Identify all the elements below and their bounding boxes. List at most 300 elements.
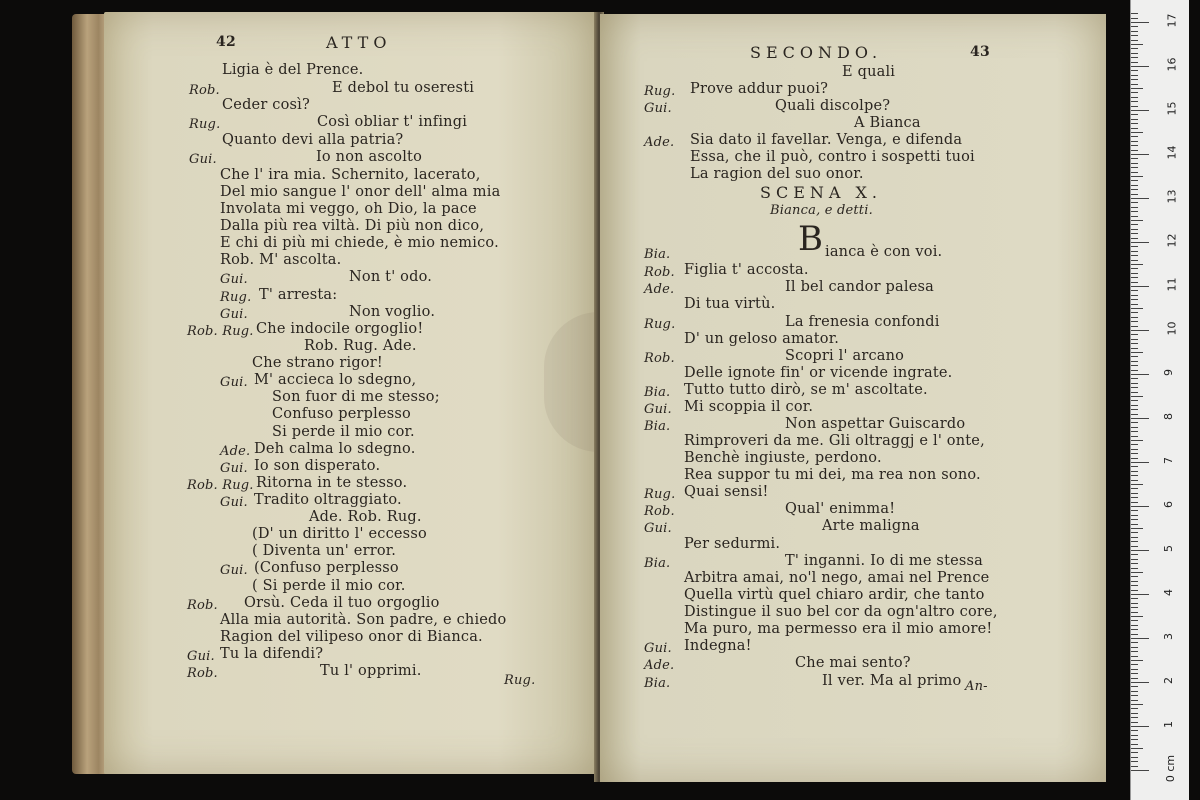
ruler-tick bbox=[1131, 634, 1138, 635]
ruler-tick bbox=[1131, 277, 1138, 278]
ruler-tick bbox=[1131, 554, 1138, 555]
ruler-tick bbox=[1131, 524, 1138, 525]
ruler-tick bbox=[1131, 581, 1138, 582]
speaker-label: Rug. bbox=[220, 290, 252, 305]
ruler-tick bbox=[1131, 132, 1143, 133]
ruler-tick bbox=[1131, 748, 1143, 749]
ruler-tick bbox=[1131, 669, 1138, 670]
ruler-tick bbox=[1131, 537, 1138, 538]
ruler-tick bbox=[1131, 150, 1138, 151]
verse-line: Di tua virtù. bbox=[684, 296, 776, 312]
ruler-tick bbox=[1131, 286, 1149, 287]
ruler-tick bbox=[1131, 185, 1138, 186]
verse-line: La frenesia confondi bbox=[785, 314, 940, 330]
ruler-tick bbox=[1131, 550, 1149, 551]
ruler-tick bbox=[1131, 246, 1138, 247]
verse-line: Involata mi veggo, oh Dio, la pace bbox=[220, 201, 477, 217]
verse-line: Essa, che il può, contro i sospetti tuoi bbox=[690, 149, 975, 165]
verse-line: E quali bbox=[842, 64, 896, 80]
ruler-tick bbox=[1131, 40, 1138, 41]
ruler-number: 0 cm bbox=[1164, 754, 1178, 783]
verse-line: Quella virtù quel chiaro ardir, che tanto bbox=[684, 587, 985, 603]
verse-line: Che strano rigor! bbox=[252, 355, 383, 371]
ruler-tick bbox=[1131, 18, 1138, 19]
ruler-number: 9 bbox=[1162, 369, 1175, 376]
verse-line: Ragion del vilipeso onor di Bianca. bbox=[220, 629, 483, 645]
speaker-label: Gui. bbox=[187, 649, 215, 664]
catchword: An- bbox=[965, 679, 988, 694]
ruler-tick bbox=[1131, 647, 1138, 648]
verse-line: E chi di più mi chiede, è mio nemico. bbox=[220, 235, 499, 251]
verse-line: Tu l' opprimi. bbox=[320, 663, 422, 679]
ruler-tick bbox=[1131, 480, 1138, 481]
ruler-tick bbox=[1131, 145, 1138, 146]
ruler-tick bbox=[1131, 453, 1138, 454]
ruler-tick bbox=[1131, 700, 1138, 701]
ruler-number: 14 bbox=[1165, 145, 1179, 160]
ruler-tick bbox=[1131, 295, 1138, 296]
ruler-tick bbox=[1131, 620, 1138, 621]
verse-line: Ade. Rob. Rug. bbox=[309, 509, 422, 525]
verse-line: Dalla più rea viltà. Di più non dico, bbox=[220, 218, 485, 234]
ruler-tick bbox=[1131, 405, 1138, 406]
ruler-tick bbox=[1131, 365, 1138, 366]
ruler-tick bbox=[1131, 735, 1138, 736]
ruler-tick bbox=[1131, 101, 1138, 102]
ruler-tick bbox=[1131, 312, 1138, 313]
ruler-tick bbox=[1131, 528, 1143, 529]
ruler-tick bbox=[1131, 176, 1143, 177]
ruler-tick bbox=[1131, 471, 1138, 472]
ruler-tick bbox=[1131, 172, 1138, 173]
ruler-tick bbox=[1131, 348, 1138, 349]
ruler-tick bbox=[1131, 752, 1138, 753]
speaker-label: Ade. bbox=[220, 444, 251, 459]
ruler-tick bbox=[1131, 466, 1138, 467]
ruler-tick bbox=[1131, 211, 1138, 212]
ruler-tick bbox=[1131, 70, 1138, 71]
ruler-tick bbox=[1131, 128, 1138, 129]
ruler-tick bbox=[1131, 660, 1143, 661]
ruler-tick bbox=[1131, 97, 1138, 98]
ruler-tick bbox=[1131, 427, 1138, 428]
speaker-label: Rob. bbox=[189, 83, 220, 98]
ruler-tick bbox=[1131, 378, 1138, 379]
ruler-tick bbox=[1131, 26, 1138, 27]
verse-line: Che l' ira mia. Schernito, lacerato, bbox=[220, 167, 481, 183]
ruler-tick bbox=[1131, 730, 1138, 731]
verse-line: Non t' odo. bbox=[349, 269, 433, 285]
ruler-tick bbox=[1131, 458, 1138, 459]
speaker-label: Gui. bbox=[220, 495, 248, 510]
verse-line: Io son disperato. bbox=[254, 458, 381, 474]
ruler-tick bbox=[1131, 88, 1143, 89]
ruler-tick bbox=[1131, 299, 1138, 300]
ruler-tick bbox=[1131, 334, 1138, 335]
verse-line: Io non ascolto bbox=[316, 149, 423, 165]
page-number: 43 bbox=[970, 44, 990, 60]
verse-line: Non aspettar Guiscardo bbox=[785, 416, 966, 432]
ruler-tick bbox=[1131, 123, 1138, 124]
verse-line: Qual' enimma! bbox=[785, 501, 896, 517]
ruler-tick bbox=[1131, 673, 1138, 674]
ruler-tick bbox=[1131, 154, 1149, 155]
ruler-tick bbox=[1131, 321, 1138, 322]
speaker-label: Gui. bbox=[189, 152, 217, 167]
ruler-tick bbox=[1131, 189, 1138, 190]
ruler-tick bbox=[1131, 576, 1138, 577]
ruler-tick bbox=[1131, 35, 1138, 36]
verse-line: Tutto tutto dirò, se m' ascoltate. bbox=[684, 382, 928, 398]
ruler-tick bbox=[1131, 31, 1138, 32]
ruler-number: 11 bbox=[1165, 277, 1179, 292]
speaker-label: Gui. bbox=[220, 461, 248, 476]
verse-line: Tradito oltraggiato. bbox=[254, 492, 402, 508]
ruler-tick bbox=[1131, 744, 1138, 745]
verse-line: Rea suppor tu mi dei, ma rea non sono. bbox=[684, 467, 981, 483]
ruler-tick bbox=[1131, 44, 1143, 45]
ruler-tick bbox=[1131, 449, 1138, 450]
ruler-tick bbox=[1131, 114, 1138, 115]
ruler-tick bbox=[1131, 766, 1138, 767]
verse-line: Rimproveri da me. Gli oltraggj e l' onte, bbox=[684, 433, 985, 449]
ruler-number: 1 bbox=[1162, 721, 1175, 728]
ruler-number: 8 bbox=[1162, 413, 1175, 420]
verse-line: E debol tu oseresti bbox=[332, 80, 475, 96]
ruler-tick bbox=[1131, 255, 1138, 256]
catchword: Rug. bbox=[504, 673, 536, 688]
ruler-number: 13 bbox=[1165, 189, 1179, 204]
speaker-label: Rob. bbox=[187, 598, 218, 613]
verse-line: Che mai sento? bbox=[795, 655, 911, 671]
ruler-tick bbox=[1131, 695, 1138, 696]
ruler-tick bbox=[1131, 356, 1138, 357]
ruler-tick bbox=[1131, 559, 1138, 560]
speaker-label: Rob. bbox=[644, 351, 675, 366]
ruler-tick bbox=[1131, 770, 1149, 771]
ruler-tick bbox=[1131, 532, 1138, 533]
ruler-tick bbox=[1131, 444, 1138, 445]
ruler-tick bbox=[1131, 414, 1138, 415]
ruler-tick bbox=[1131, 110, 1149, 111]
ruler-tick bbox=[1131, 22, 1149, 23]
verse-line: M' accieca lo sdegno, bbox=[254, 372, 417, 388]
ruler-tick bbox=[1131, 664, 1138, 665]
left-page bbox=[104, 12, 596, 774]
ruler-tick bbox=[1131, 691, 1138, 692]
ruler-tick bbox=[1131, 506, 1149, 507]
verse-line: Rob. M' ascolta. bbox=[220, 252, 342, 268]
ruler-tick bbox=[1131, 264, 1143, 265]
ruler-tick bbox=[1131, 106, 1138, 107]
ruler-tick bbox=[1131, 722, 1138, 723]
ruler-tick bbox=[1131, 761, 1138, 762]
verse-line: Benchè ingiuste, perdono. bbox=[684, 450, 882, 466]
ruler-tick bbox=[1131, 638, 1149, 639]
ruler-tick bbox=[1131, 224, 1138, 225]
speaker-label: Rug. bbox=[644, 84, 676, 99]
ruler-tick bbox=[1131, 590, 1138, 591]
ruler-tick bbox=[1131, 739, 1138, 740]
scene-title: SCENA X. bbox=[760, 183, 882, 202]
verse-line: Per sedurmi. bbox=[684, 536, 781, 552]
ruler-tick bbox=[1131, 387, 1138, 388]
ruler-number: 7 bbox=[1162, 457, 1175, 464]
ruler-tick bbox=[1131, 603, 1138, 604]
ruler-tick bbox=[1131, 493, 1138, 494]
speaker-label: Ade. bbox=[644, 658, 675, 673]
verse-line: Son fuor di me stesso; bbox=[272, 389, 440, 405]
ruler-tick bbox=[1131, 383, 1138, 384]
speaker-label: Gui. bbox=[644, 521, 672, 536]
ruler-tick bbox=[1131, 268, 1138, 269]
verse-line: Così obliar t' infingi bbox=[317, 114, 468, 130]
ruler-tick bbox=[1131, 53, 1138, 54]
ruler-tick bbox=[1131, 238, 1138, 239]
ruler-tick bbox=[1131, 541, 1138, 542]
verse-line: Quai sensi! bbox=[684, 484, 769, 500]
ruler-tick bbox=[1131, 594, 1149, 595]
ruler-tick bbox=[1131, 48, 1138, 49]
ruler-tick bbox=[1131, 194, 1138, 195]
verse-line: Distingue il suo bel cor da ogn'altro core, bbox=[684, 604, 998, 620]
ruler-tick bbox=[1131, 400, 1138, 401]
page-number: 42 bbox=[216, 34, 236, 50]
ruler-tick bbox=[1131, 726, 1149, 727]
ruler-tick bbox=[1131, 242, 1149, 243]
ruler-tick bbox=[1131, 422, 1138, 423]
ruler-tick bbox=[1131, 13, 1138, 14]
ruler-tick bbox=[1131, 462, 1149, 463]
ruler-tick bbox=[1131, 396, 1143, 397]
ruler-tick bbox=[1131, 585, 1138, 586]
ruler-tick bbox=[1131, 612, 1138, 613]
ruler-tick bbox=[1131, 304, 1138, 305]
verse-line: Rob. Rug. Ade. bbox=[304, 338, 417, 354]
ruler-tick bbox=[1131, 475, 1138, 476]
ruler-tick bbox=[1131, 361, 1138, 362]
ruler-tick bbox=[1131, 409, 1138, 410]
verse-line: ( Si perde il mio cor. bbox=[252, 578, 406, 594]
verse-line: Mi scoppia il cor. bbox=[684, 399, 814, 415]
speaker-label: Rug. bbox=[189, 117, 221, 132]
verse-line: (D' un diritto l' eccesso bbox=[252, 526, 427, 542]
ruler-tick bbox=[1131, 141, 1138, 142]
verse-line: Ceder così? bbox=[222, 97, 310, 113]
speaker-label: Ade. bbox=[644, 282, 675, 297]
verse-line: Si perde il mio cor. bbox=[272, 424, 415, 440]
ruler-number: 17 bbox=[1165, 13, 1179, 28]
ruler-tick bbox=[1131, 510, 1138, 511]
ruler-tick bbox=[1131, 57, 1138, 58]
ruler-tick bbox=[1131, 352, 1143, 353]
ruler-number: 16 bbox=[1165, 57, 1179, 72]
ruler-tick bbox=[1131, 502, 1138, 503]
verse-line: Il bel candor palesa bbox=[785, 279, 934, 295]
speaker-label: Rob. bbox=[644, 265, 675, 280]
ruler-tick bbox=[1131, 488, 1138, 489]
speaker-label: Rob. bbox=[187, 666, 218, 681]
ruler-tick bbox=[1131, 497, 1138, 498]
speaker-label: Bia. bbox=[644, 556, 671, 571]
ruler-tick bbox=[1131, 392, 1138, 393]
speaker-label: Rug. bbox=[644, 487, 676, 502]
speaker-label: Rob. bbox=[644, 504, 675, 519]
ruler-number: 3 bbox=[1162, 633, 1175, 640]
ruler-number: 2 bbox=[1162, 677, 1175, 684]
ruler-tick bbox=[1131, 229, 1138, 230]
ruler-tick bbox=[1131, 651, 1138, 652]
speaker-label: Gui. bbox=[644, 101, 672, 116]
ruler-tick bbox=[1131, 220, 1143, 221]
ruler-tick bbox=[1131, 682, 1149, 683]
verse-line: ianca è con voi. bbox=[825, 244, 943, 260]
ruler-tick bbox=[1131, 717, 1138, 718]
verse-line: Tu la difendi? bbox=[220, 646, 324, 662]
ruler-number: 5 bbox=[1162, 545, 1175, 552]
verse-line: D' un geloso amator. bbox=[684, 331, 840, 347]
verse-line: Prove addur puoi? bbox=[690, 81, 829, 97]
ruler-tick bbox=[1131, 436, 1138, 437]
verse-line: Figlia t' accosta. bbox=[684, 262, 809, 278]
ruler-tick bbox=[1131, 686, 1138, 687]
ruler-tick bbox=[1131, 308, 1143, 309]
verse-line: Indegna! bbox=[684, 638, 752, 654]
ruler-tick bbox=[1131, 62, 1138, 63]
ruler-tick bbox=[1131, 167, 1138, 168]
ruler-tick bbox=[1131, 326, 1138, 327]
verse-line: Orsù. Ceda il tuo orgoglio bbox=[244, 595, 440, 611]
ruler-tick bbox=[1131, 339, 1138, 340]
ruler-tick bbox=[1131, 484, 1143, 485]
verse-line: Ligia è del Prence. bbox=[222, 62, 364, 78]
ruler-number: 6 bbox=[1162, 501, 1175, 508]
verse-line: Alla mia autorità. Son padre, e chiedo bbox=[220, 612, 507, 628]
ruler-tick bbox=[1131, 568, 1138, 569]
ruler-tick bbox=[1131, 180, 1138, 181]
ruler-tick bbox=[1131, 75, 1138, 76]
ruler-tick bbox=[1131, 515, 1138, 516]
ruler-number: 12 bbox=[1165, 233, 1179, 248]
running-header: ATTO bbox=[326, 33, 392, 52]
scene-subtitle: Bianca, e detti. bbox=[770, 203, 873, 218]
ruler-tick bbox=[1131, 678, 1138, 679]
speaker-label: Rob. Rug. bbox=[187, 478, 254, 493]
ruler-tick bbox=[1131, 418, 1149, 419]
verse-line: Arbitra amai, no'l nego, amai nel Prence bbox=[684, 570, 990, 586]
verse-line: La ragion del suo onor. bbox=[690, 166, 864, 182]
ruler-tick bbox=[1131, 572, 1143, 573]
verse-line: Quali discolpe? bbox=[775, 98, 891, 114]
ruler-tick bbox=[1131, 207, 1138, 208]
ruler-tick bbox=[1131, 708, 1138, 709]
verse-line: ( Diventa un' error. bbox=[252, 543, 397, 559]
verse-line: Non voglio. bbox=[349, 304, 436, 320]
ruler-tick bbox=[1131, 598, 1138, 599]
verse-line: Sia dato il favellar. Venga, e difenda bbox=[690, 132, 963, 148]
verse-line: Quanto devi alla patria? bbox=[222, 132, 404, 148]
ruler-tick bbox=[1131, 563, 1138, 564]
ruler-tick bbox=[1131, 431, 1138, 432]
verse-line: T' inganni. Io di me stessa bbox=[785, 553, 984, 569]
speaker-label: Ade. bbox=[644, 135, 675, 150]
ruler-tick bbox=[1131, 233, 1138, 234]
verse-line: Ma puro, ma permesso era il mio amore! bbox=[684, 621, 993, 637]
speaker-label: Gui. bbox=[220, 563, 248, 578]
ruler-tick bbox=[1131, 216, 1138, 217]
ruler-tick bbox=[1131, 119, 1138, 120]
ruler-tick bbox=[1131, 136, 1138, 137]
ruler-tick bbox=[1131, 757, 1138, 758]
ruler-tick bbox=[1131, 713, 1138, 714]
verse-line: Deh calma lo sdegno. bbox=[254, 441, 416, 457]
verse-line: T' arresta: bbox=[259, 287, 338, 303]
ruler-tick bbox=[1131, 546, 1138, 547]
ruler-number: 15 bbox=[1165, 101, 1179, 116]
ruler-tick bbox=[1131, 79, 1138, 80]
speaker-label: Bia. bbox=[644, 419, 671, 434]
speaker-label: Gui. bbox=[220, 272, 248, 287]
speaker-label: Rug. bbox=[644, 317, 676, 332]
ruler-tick bbox=[1131, 343, 1138, 344]
verse-line: Confuso perplesso bbox=[272, 406, 411, 422]
ruler-number: 4 bbox=[1162, 589, 1175, 596]
ruler-tick bbox=[1131, 704, 1143, 705]
ruler-tick bbox=[1131, 260, 1138, 261]
ruler-tick bbox=[1131, 642, 1138, 643]
verse-line: Del mio sangue l' onor dell' alma mia bbox=[220, 184, 501, 200]
ruler-tick bbox=[1131, 282, 1138, 283]
speaker-label: Gui. bbox=[644, 402, 672, 417]
ruler-tick bbox=[1131, 158, 1138, 159]
ruler-tick bbox=[1131, 330, 1149, 331]
ruler-tick bbox=[1131, 629, 1138, 630]
ruler-tick bbox=[1131, 656, 1138, 657]
speaker-label: Gui. bbox=[220, 375, 248, 390]
ruler-tick bbox=[1131, 251, 1138, 252]
ruler-tick bbox=[1131, 92, 1138, 93]
ruler-tick bbox=[1131, 84, 1138, 85]
ruler-tick bbox=[1131, 290, 1138, 291]
ruler-tick bbox=[1131, 317, 1138, 318]
ruler-tick bbox=[1131, 202, 1138, 203]
ruler-number: 10 bbox=[1165, 321, 1179, 336]
verse-line: Delle ignote fin' or vicende ingrate. bbox=[684, 365, 953, 381]
speaker-label: Gui. bbox=[644, 641, 672, 656]
verse-line: A Bianca bbox=[854, 115, 921, 131]
ruler-tick bbox=[1131, 66, 1149, 67]
verse-line: Che indocile orgoglio! bbox=[256, 321, 424, 337]
verse-line: Arte maligna bbox=[822, 518, 920, 534]
speaker-label: Bia. bbox=[644, 676, 671, 691]
ruler-tick bbox=[1131, 370, 1138, 371]
speaker-label: Gui. bbox=[220, 307, 248, 322]
speaker-label: Rob. Rug. bbox=[187, 324, 254, 339]
ruler-tick bbox=[1131, 163, 1138, 164]
verse-line: Ritorna in te stesso. bbox=[256, 475, 408, 491]
speaker-label: Bia. bbox=[644, 385, 671, 400]
ruler-tick bbox=[1131, 607, 1138, 608]
ruler-tick bbox=[1131, 519, 1138, 520]
running-header: SECONDO. bbox=[750, 43, 883, 62]
verse-line: (Confuso perplesso bbox=[254, 560, 399, 576]
speaker-label: Bia. bbox=[644, 247, 671, 262]
ruler-tick bbox=[1131, 273, 1138, 274]
ruler-tick bbox=[1131, 625, 1138, 626]
drop-capital: B bbox=[798, 219, 824, 259]
ruler-tick bbox=[1131, 374, 1149, 375]
measurement-ruler bbox=[1130, 0, 1189, 800]
